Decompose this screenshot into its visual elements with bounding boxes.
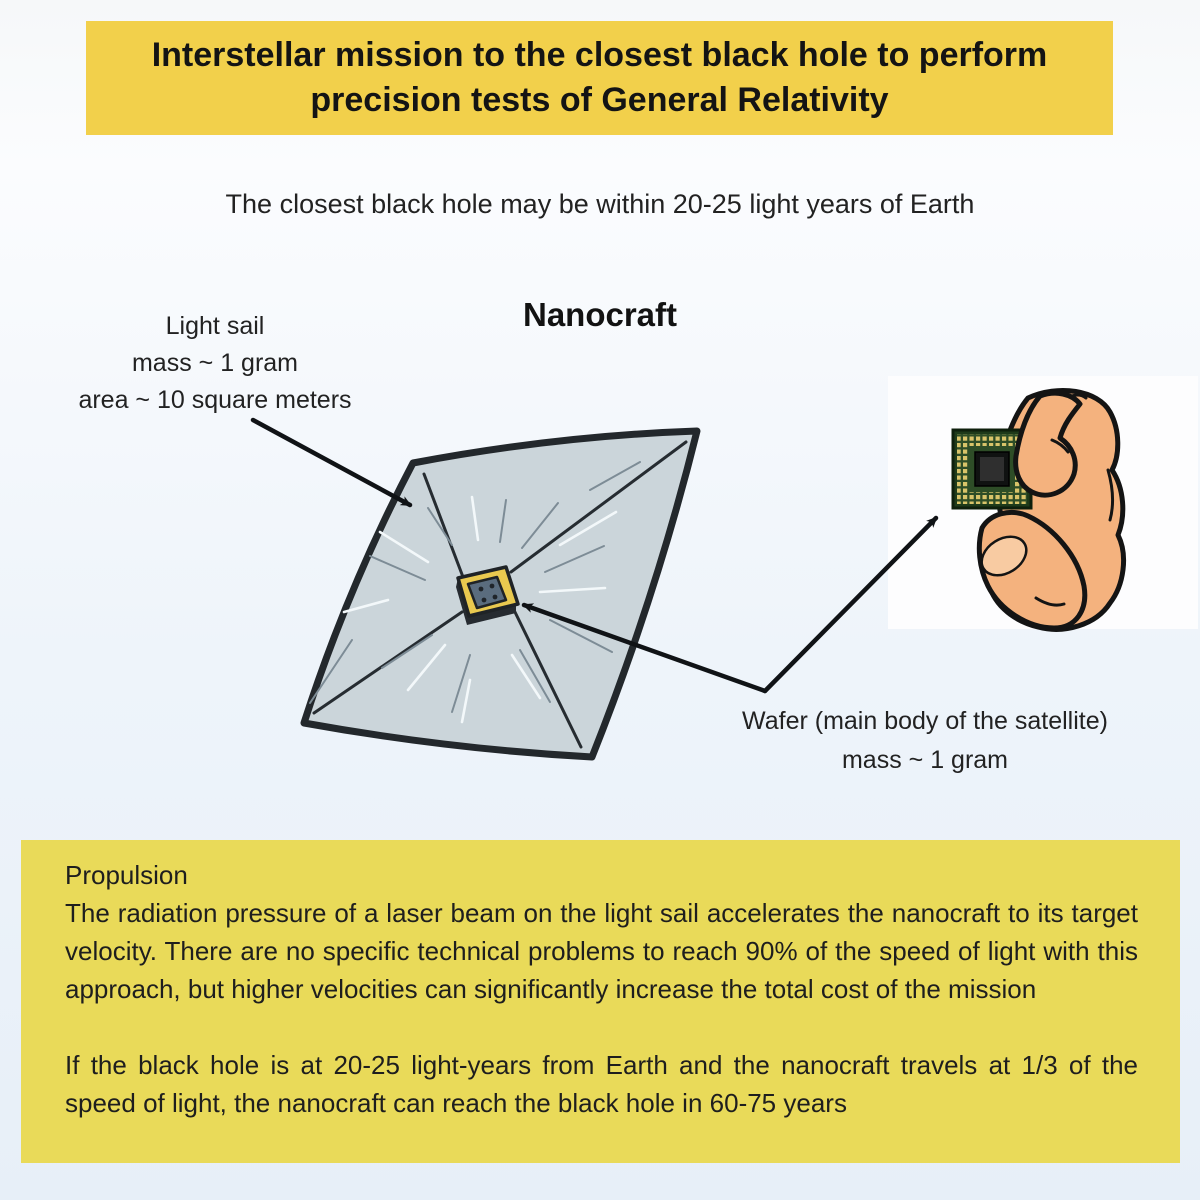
propulsion-box bbox=[21, 840, 1180, 1163]
propulsion-paragraph-2: If the black hole is at 20-25 light-years from Earth and the nanocraft travels at 1/3 of the speed of light, the nanocraft can reach the black hole in 60-75 years bbox=[65, 1050, 1138, 1118]
light-sail-label bbox=[30, 308, 400, 419]
nanocraft-heading: Nanocraft bbox=[522, 296, 678, 333]
wafer-label-line1: Wafer (main body of the satellite) bbox=[742, 707, 1108, 735]
hand-creases bbox=[1012, 392, 1113, 614]
propulsion-paragraph-1: The radiation pressure of a laser beam on the light sail accelerates the nanocraft to its target velocity. There are no specific technical problems to reach 90% of the speed of light with this approach, but higher velocities can significantly increase the total cost of the mission bbox=[65, 898, 1138, 1004]
page-title: Interstellar mission to the closest black hole to perform precision tests of General Relativity bbox=[151, 36, 1048, 119]
hand-photo-frame bbox=[888, 376, 1198, 629]
propulsion-heading: Propulsion bbox=[65, 860, 188, 890]
arrow-wafer-to-hand-chip bbox=[765, 518, 936, 691]
light-sail-label-line3: area ~ 10 square meters bbox=[78, 386, 352, 414]
sail-crease-lines bbox=[310, 462, 640, 712]
sail-tether-lines bbox=[314, 442, 686, 747]
ring-dot bbox=[1059, 545, 1066, 552]
wafer-label-line2: mass ~ 1 gram bbox=[841, 746, 1009, 774]
light-sail-label-line1: Light sail bbox=[165, 312, 265, 340]
annotation-arrows bbox=[253, 420, 936, 691]
arrow-light-sail bbox=[253, 420, 410, 505]
arrow-wafer-to-sail-chip bbox=[524, 605, 765, 691]
sail-chip-icon bbox=[456, 567, 518, 625]
title-banner bbox=[86, 21, 1113, 135]
hand-fingers-front bbox=[975, 393, 1085, 628]
thumbnail bbox=[975, 529, 1034, 583]
wafer-chip-icon bbox=[953, 430, 1031, 508]
subtitle: The closest black hole may be within 20-25 light years of Earth bbox=[225, 189, 975, 219]
wafer-label bbox=[670, 702, 1180, 780]
sail-highlight-lines bbox=[344, 497, 616, 722]
light-sail-illustration bbox=[304, 431, 697, 757]
light-sail-label-line2: mass ~ 1 gram bbox=[131, 349, 299, 377]
hand-illustration bbox=[988, 390, 1124, 629]
